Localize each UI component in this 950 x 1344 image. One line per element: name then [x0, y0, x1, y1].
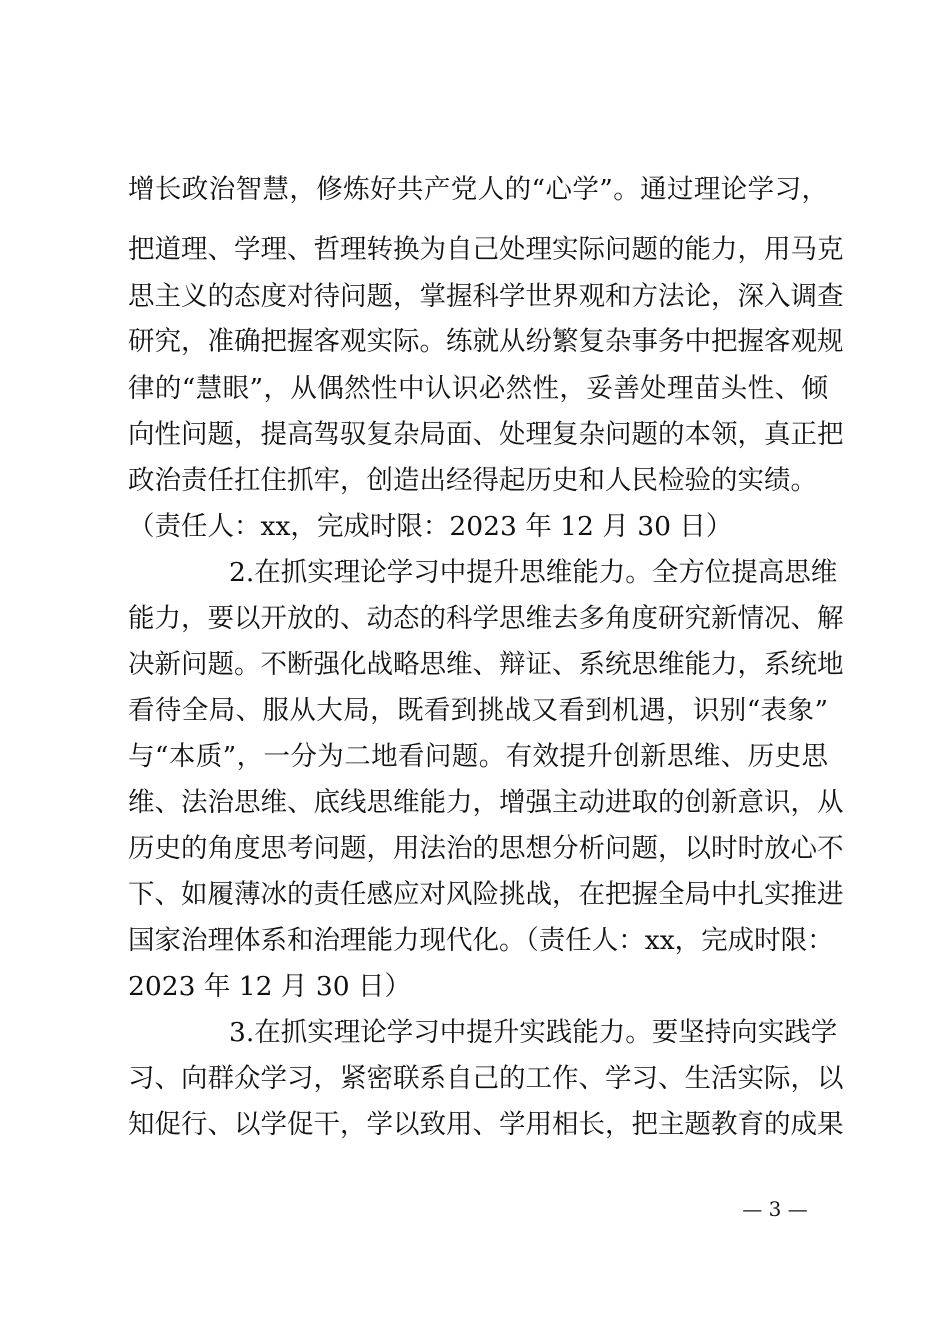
body-line-7: 政治责任扛住抓牢，创造出经得起历史和人民检验的实绩。	[128, 465, 817, 496]
body-line-2: 把道理、学理、哲理转换为自己处理实际问题的能力，用马克	[128, 234, 844, 265]
body-line-12: 看待全局、服从大局，既看到挑战又看到机遇，识别“表象”	[128, 695, 828, 726]
body-line-16: 下、如履薄冰的责任感应对风险挑战，在把握全局中扎实推进	[128, 879, 844, 910]
body-line-10: 能力，要以开放的、动态的科学思维去多角度研究新情况、解	[128, 603, 844, 634]
body-line-11: 决新问题。不断强化战略思维、辩证、系统思维能力，系统地	[128, 649, 844, 680]
body-line-1: 增长政治智慧，修炼好共产党人的“心学”。通过理论学习，	[128, 174, 828, 205]
body-line-8: （责任人：xx，完成时限：2023 年 12 月 30 日）	[128, 511, 733, 542]
body-line-17: 国家治理体系和治理能力现代化。（责任人：xx，完成时限：	[128, 925, 834, 956]
section-3-heading-line: 3.在抓实理论学习中提升实践能力。要坚持向实践学	[229, 1017, 838, 1048]
body-line-15: 历史的角度思考问题，用法治的思想分析问题，以时时放心不	[128, 833, 844, 864]
page-number: — 3 —	[742, 1197, 808, 1221]
body-line-21: 知促行、以学促干，学以致用、学用相长，把主题教育的成果	[128, 1109, 844, 1140]
body-line-13: 与“本质”，一分为二地看问题。有效提升创新思维、历史思	[128, 741, 828, 772]
body-line-4: 研究，准确把握客观实际。练就从纷繁复杂事务中把握客观规	[128, 326, 844, 357]
body-line-14: 维、法治思维、底线思维能力，增强主动进取的创新意识，从	[128, 787, 844, 818]
body-line-6: 向性问题，提高驾驭复杂局面、处理复杂问题的本领，真正把	[128, 419, 844, 450]
section-2-heading-line: 2.在抓实理论学习中提升思维能力。全方位提高思维	[229, 557, 838, 588]
body-line-3: 思主义的态度对待问题，掌握科学世界观和方法论，深入调查	[128, 281, 844, 312]
body-line-18: 2023 年 12 月 30 日）	[128, 971, 411, 1002]
body-line-20: 习、向群众学习，紧密联系自己的工作、学习、生活实际，以	[128, 1063, 844, 1094]
body-line-5: 律的“慧眼”，从偶然性中认识必然性，妥善处理苗头性、倾	[128, 373, 828, 404]
